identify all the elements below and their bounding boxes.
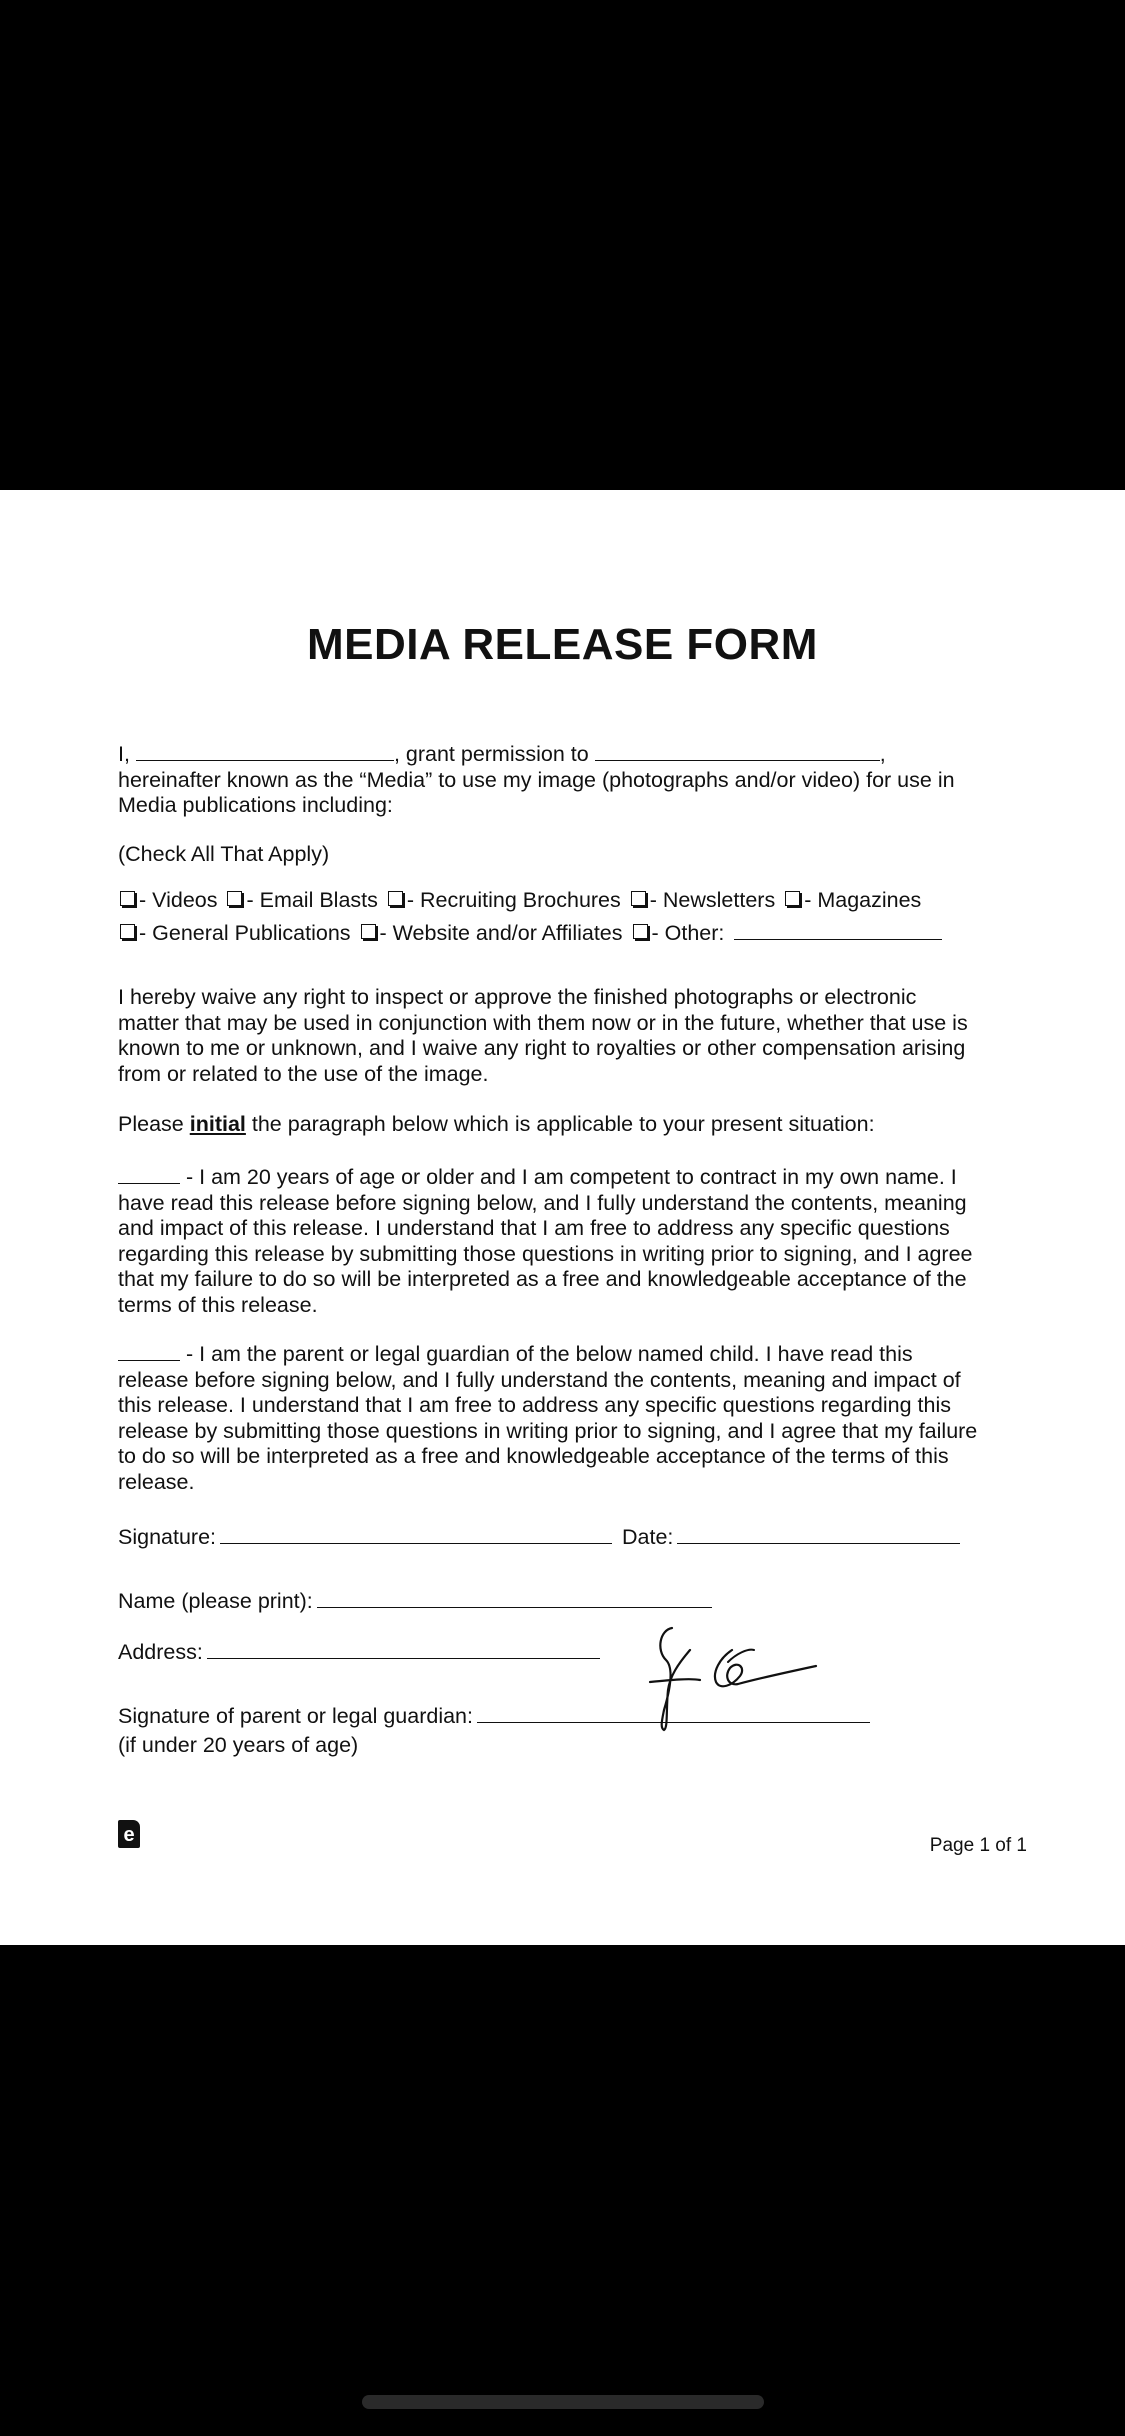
home-indicator[interactable] xyxy=(362,2395,764,2409)
check-all-label: (Check All That Apply) xyxy=(118,842,330,866)
date-label: Date: xyxy=(622,1525,674,1549)
intro-paragraph xyxy=(118,740,978,819)
page-number: Page 1 of 1 xyxy=(929,1835,1027,1856)
document-title: MEDIA RELEASE FORM xyxy=(307,620,818,669)
guardian-initial-blank[interactable] xyxy=(118,1340,180,1361)
handwritten-signature xyxy=(620,1620,840,1740)
checkbox-icon[interactable] xyxy=(120,924,135,939)
name-row xyxy=(118,1587,712,1614)
document-page xyxy=(0,490,1125,1945)
address-row xyxy=(118,1638,600,1665)
option-other[interactable]: - Other: xyxy=(633,921,725,945)
other-blank[interactable] xyxy=(734,919,942,940)
intro-middle: , grant permission to xyxy=(393,742,589,766)
guardian-note: (if under 20 years of age) xyxy=(118,1733,359,1757)
name-blank[interactable] xyxy=(317,1587,712,1608)
checkbox-row-2 xyxy=(120,917,942,949)
address-blank[interactable] xyxy=(207,1638,600,1659)
checkbox-icon[interactable] xyxy=(120,891,135,906)
checkbox-icon[interactable] xyxy=(388,891,403,906)
initial-prompt: Please initial the paragraph below which is applicable to your present situation: xyxy=(118,1112,875,1136)
checkbox-icon[interactable] xyxy=(633,924,648,939)
signature-blank[interactable] xyxy=(220,1523,612,1544)
checkbox-icon[interactable] xyxy=(785,891,800,906)
address-label: Address: xyxy=(118,1640,203,1664)
option-newsletters[interactable]: - Newsletters xyxy=(631,888,775,912)
intro-prefix: I, xyxy=(118,742,130,766)
initial-emphasis: initial xyxy=(189,1112,246,1136)
checkbox-row-1 xyxy=(120,884,925,916)
checkbox-icon[interactable] xyxy=(227,891,242,906)
grantee-blank xyxy=(595,740,880,761)
eforms-logo-icon: e xyxy=(118,1820,140,1848)
option-videos[interactable]: - Videos xyxy=(120,888,217,912)
guardian-paragraph: - I am the parent or legal guardian of the below named child. I have read this release before signing below, and I fully understand the contents, meaning and impact of this release. I understand that I am free to address any specific questions regarding this release by submitting those questions in writing prior to signing, and I agree that my failure to do so will be interpreted as a free and knowledgeable acceptance of the terms of this release. xyxy=(118,1342,978,1494)
option-website-affiliates[interactable]: - Website and/or Affiliates xyxy=(361,921,623,945)
checkbox-icon[interactable] xyxy=(361,924,376,939)
adult-paragraph: - I am 20 years of age or older and I am competent to contract in my own name. I have read this release before signing below, and I fully understand the contents, meaning and impact of this release. I understand that I am free to address any specific questions regarding this release by submitting those questions in writing prior to signing, and I agree that my failure to do so will be interpreted as a free and knowledgeable acceptance of the terms of this release. xyxy=(118,1165,973,1317)
option-recruiting-brochures[interactable]: - Recruiting Brochures xyxy=(388,888,621,912)
option-general-publications[interactable]: - General Publications xyxy=(120,921,351,945)
signature-label: Signature: xyxy=(118,1525,217,1549)
intro-suffix: , xyxy=(879,742,886,766)
option-email-blasts[interactable]: - Email Blasts xyxy=(227,888,377,912)
guardian-signature-label: Signature of parent or legal guardian: xyxy=(118,1704,473,1728)
adult-initial-blank[interactable] xyxy=(118,1163,180,1184)
top-letterbox xyxy=(0,0,1125,490)
waiver-paragraph: I hereby waive any right to inspect or approve the finished photographs or electronic matter that may be used in conjunction with them now or in the future, whether that use is known to me or unknown, and I waive any right to royalties or other compensation arising from or related to the use of the image. xyxy=(118,985,968,1086)
bottom-letterbox xyxy=(0,1945,1125,2436)
intro-line2: hereinafter known as the “Media” to use my image (photographs and/or video) for use in Media publications including: xyxy=(118,767,955,817)
name-label: Name (please print): xyxy=(118,1589,313,1613)
signature-row xyxy=(118,1523,960,1550)
option-magazines[interactable]: - Magazines xyxy=(785,888,921,912)
checkbox-icon[interactable] xyxy=(631,891,646,906)
date-blank[interactable] xyxy=(677,1523,960,1544)
name-blank xyxy=(136,740,394,761)
